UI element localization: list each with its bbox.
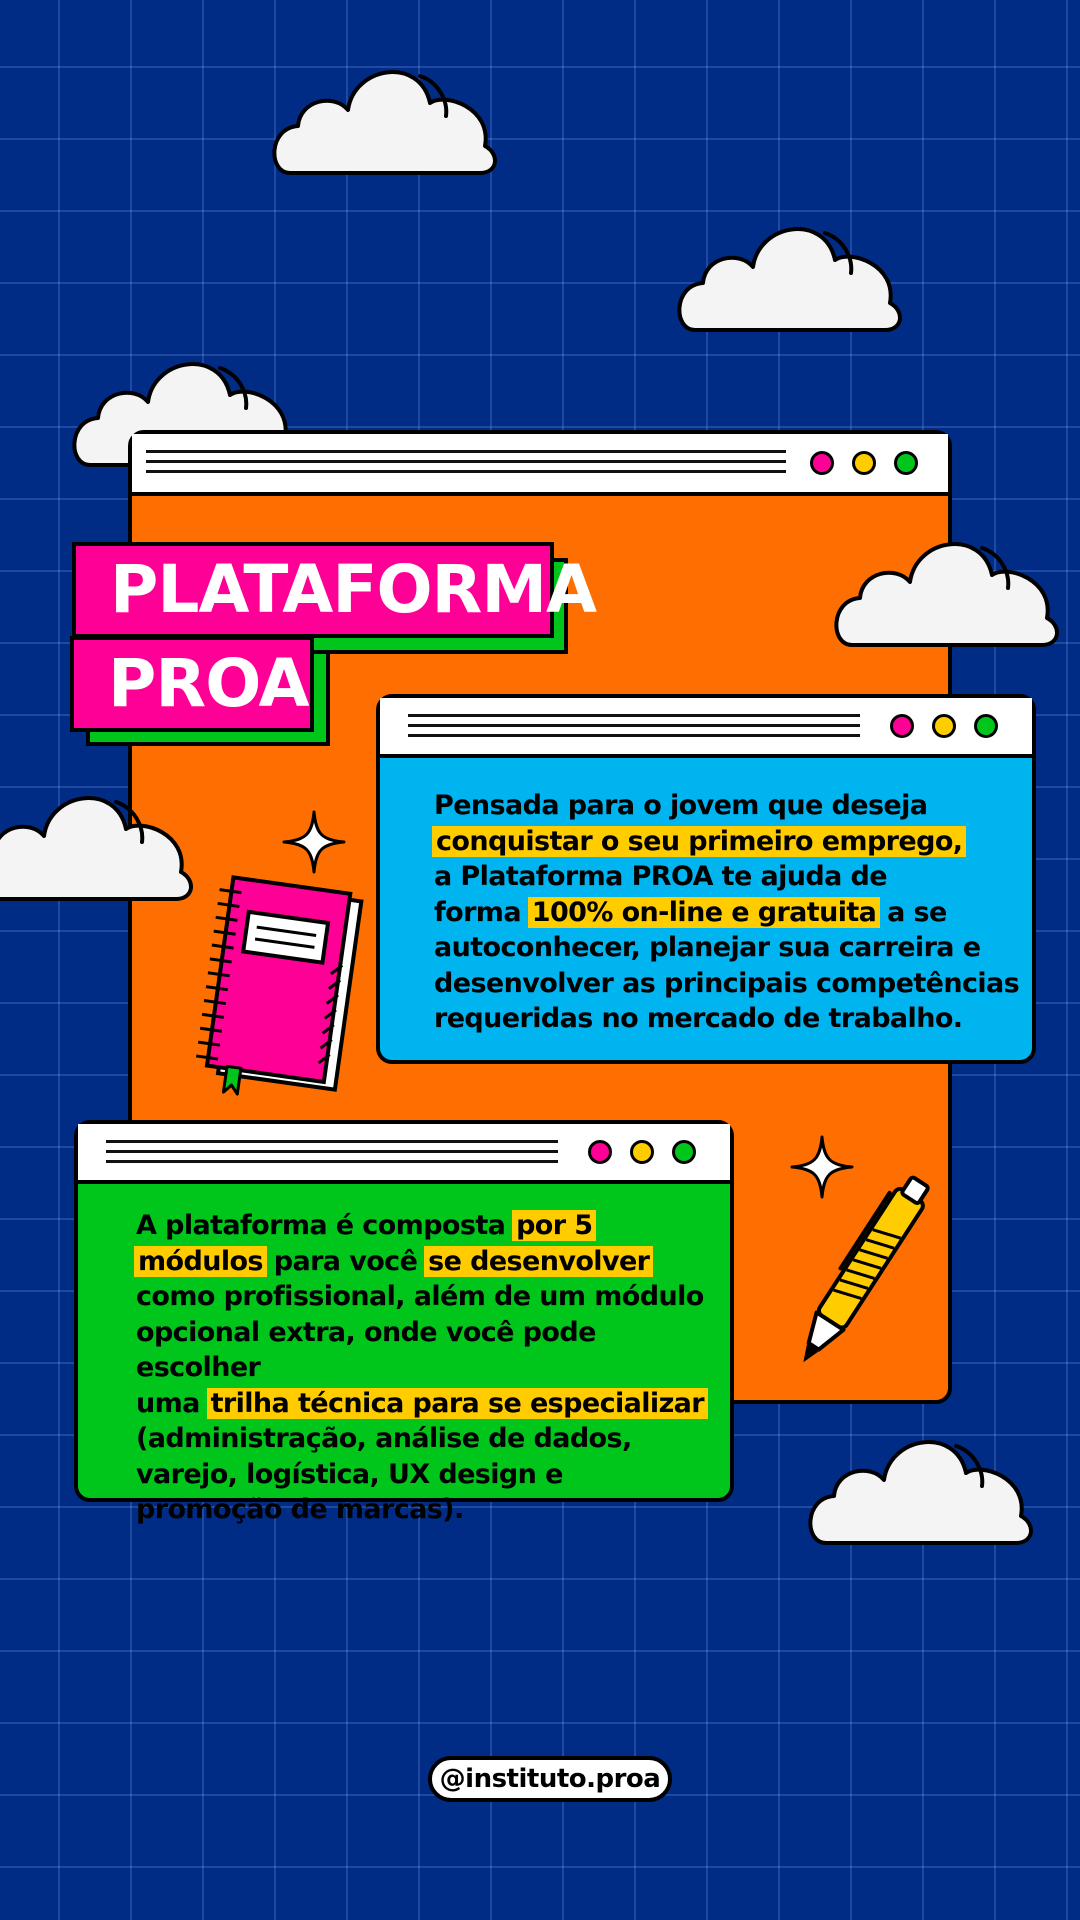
cloud-icon bbox=[270, 48, 510, 180]
text-segment: opcional extra, onde você pode escolher bbox=[136, 1316, 596, 1383]
green-window-titlebar bbox=[78, 1124, 730, 1184]
titlebar-lines bbox=[146, 450, 786, 480]
text-highlight: módulos bbox=[134, 1246, 267, 1277]
sparkle-icon bbox=[282, 810, 346, 874]
social-handle[interactable]: @instituto.proa bbox=[428, 1756, 672, 1802]
window-dot-icon bbox=[630, 1140, 654, 1164]
title-badge-line2 bbox=[70, 636, 330, 748]
window-dot-icon bbox=[810, 451, 834, 475]
text-segment: a se bbox=[887, 896, 947, 928]
cloud-icon bbox=[806, 1418, 1046, 1550]
green-card-text bbox=[136, 1208, 726, 1528]
blue-window-titlebar bbox=[380, 698, 1032, 758]
cloud-icon bbox=[675, 205, 915, 337]
text-segment: A plataforma é composta bbox=[136, 1210, 506, 1241]
text-segment: autoconhecer, planejar sua carreira e bbox=[434, 932, 981, 963]
cloud-icon bbox=[0, 774, 206, 906]
info-window-blue bbox=[376, 694, 1036, 1064]
text-segment: requeridas no mercado de trabalho. bbox=[434, 1003, 963, 1034]
text-highlight: conquistar o seu primeiro emprego, bbox=[432, 826, 966, 857]
text-highlight: por 5 bbox=[512, 1210, 596, 1241]
window-dot-icon bbox=[588, 1140, 612, 1164]
text-segment: (administração, análise de dados, bbox=[136, 1423, 632, 1454]
text-segment: forma bbox=[434, 896, 521, 928]
text-highlight: se desenvolver bbox=[424, 1246, 653, 1277]
text-highlight: 100% on-line e gratuita bbox=[528, 897, 881, 928]
page-title-line2: PROA bbox=[70, 636, 314, 732]
window-dot-icon bbox=[932, 714, 956, 738]
titlebar-lines bbox=[408, 714, 860, 744]
info-window-green bbox=[74, 1120, 734, 1525]
window-dot-icon bbox=[852, 451, 876, 475]
text-segment: para você bbox=[273, 1245, 418, 1277]
blue-card-text bbox=[434, 788, 1024, 1037]
text-segment: promoção de marcas). bbox=[136, 1494, 464, 1525]
notebook-icon bbox=[188, 876, 358, 1106]
text-segment: uma bbox=[136, 1387, 200, 1419]
pen-icon bbox=[790, 1170, 930, 1380]
cloud-icon bbox=[832, 520, 1072, 652]
text-highlight: trilha técnica para se especializar bbox=[207, 1388, 708, 1419]
window-dot-icon bbox=[890, 714, 914, 738]
main-window-titlebar bbox=[132, 434, 948, 496]
text-segment: a Plataforma PROA te ajuda de bbox=[434, 861, 887, 892]
text-segment: Pensada para o jovem que deseja bbox=[434, 790, 928, 821]
window-dot-icon bbox=[974, 714, 998, 738]
window-dot-icon bbox=[672, 1140, 696, 1164]
page-title-line1: PLATAFORMA bbox=[72, 542, 554, 638]
text-segment: como profissional, além de um módulo bbox=[136, 1281, 704, 1312]
text-segment: varejo, logística, UX design e bbox=[136, 1458, 563, 1490]
titlebar-lines bbox=[106, 1140, 558, 1170]
text-segment: desenvolver as principais competências bbox=[434, 967, 1020, 999]
window-dot-icon bbox=[894, 451, 918, 475]
